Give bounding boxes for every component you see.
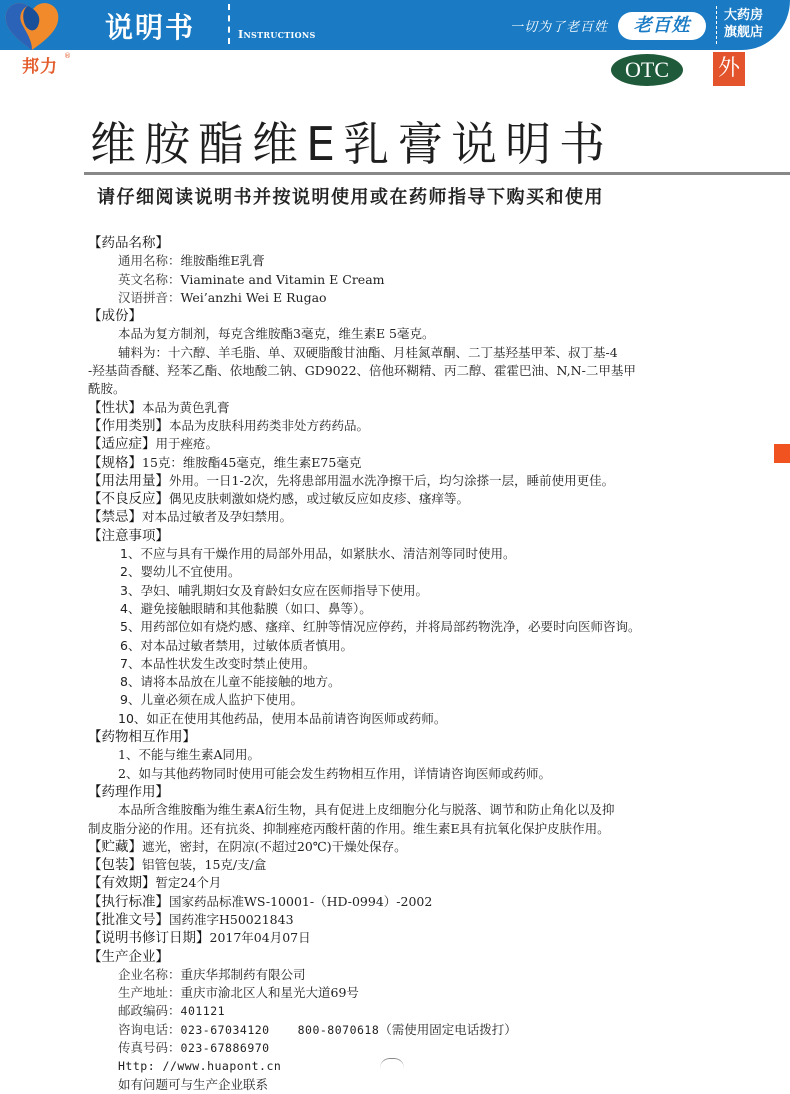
document-subtitle: 请仔细阅读说明书并按说明使用或在药师指导下购买和使用 (97, 187, 604, 208)
store-slogan: 一切为了老百姓 (510, 20, 609, 35)
precaution-item: 3、孕妇、哺乳期妇女及育龄妇女应在医师指导下使用。 (120, 582, 428, 598)
edge-marker (774, 444, 790, 463)
indication-value: 用于痤疮。 (155, 436, 219, 452)
generic-name-value: 维胺酯维E乳膏 (180, 253, 265, 269)
website-link[interactable]: Http: //www.huapont.cn (118, 1059, 282, 1074)
leaflet-content (88, 234, 768, 1094)
store-label (724, 7, 772, 41)
phone-value: 023-67034120 (180, 1022, 270, 1037)
store-label-line1: 大药房 (724, 8, 764, 23)
fax-row (88, 1039, 768, 1057)
contraindication-value: 对本品过敏者及孕妇禁用。 (142, 509, 293, 525)
approval-row (88, 911, 768, 929)
precaution-item: 1、不应与具有干燥作用的局部外用品，如紧肤水、清洁剂等同时使用。 (120, 546, 516, 562)
postcode-value: 401121 (180, 1004, 226, 1019)
banner-subtitle: Instructions (238, 28, 316, 41)
fax-label: 传真号码： (118, 1040, 181, 1056)
composition-line-3: -羟基茴香醚、羟苯乙酯、依地酸二钠、GD9022、倍他环糊精、丙二醇、霍霍巴油、N,N-二甲基甲 (88, 363, 636, 379)
store-brand-logo: 老百姓 (618, 12, 706, 40)
section-heading-character: 【性状】 (88, 399, 142, 416)
manufacturer-name-label: 企业名称： (118, 966, 181, 982)
precaution-item: 2、婴幼儿不宜使用。 (120, 564, 241, 580)
brand-logo (2, 0, 71, 77)
section-heading-specification: 【规格】 (88, 454, 142, 471)
pinyin-label: 汉语拼音： (118, 289, 181, 305)
phone-row (88, 1021, 768, 1039)
section-heading-indication: 【适应症】 (88, 436, 156, 453)
document-title: 维胺酯维E乳膏说明书 (90, 117, 614, 171)
pinyin-row (88, 289, 768, 307)
hotline-note: （需使用固定电话拨打） (379, 1021, 517, 1037)
pinyin-value: Wei’anzhi Wei E Rugao (180, 289, 327, 305)
manufacturer-name-value: 重庆华邦制药有限公司 (180, 966, 306, 982)
banner-divider-2 (716, 6, 717, 44)
revision-row (88, 929, 768, 947)
section-heading-dosage: 【用法用量】 (88, 472, 169, 489)
phone-label: 咨询电话： (118, 1021, 181, 1037)
manufacturer-name-row (88, 966, 768, 984)
standard-row (88, 893, 768, 911)
category-value: 本品为皮肤科用药类非处方药药品。 (169, 417, 370, 433)
fax-value: 023-67886970 (180, 1041, 270, 1056)
revision-value: 2017年04月07日 (209, 930, 311, 946)
approval-value: 国药准字H50021843 (169, 911, 294, 927)
dosage-value: 外用。一日1-2次，先将患部用温水洗净擦干后，均匀涂搽一层，睡前使用更佳。 (169, 472, 615, 488)
contraindication-row (88, 508, 768, 526)
brand-logo-text: 邦力 (22, 57, 58, 77)
precaution-item: 7、本品性状发生改变时禁止使用。 (120, 655, 316, 671)
section-heading-drug-name: 【药品名称】 (88, 235, 169, 251)
postcode-row (88, 1002, 768, 1020)
indication-row (88, 435, 768, 453)
external-use-badge: 外 (713, 52, 745, 86)
precaution-item: 8、请将本品放在儿童不能接触的地方。 (120, 674, 341, 690)
adverse-row (88, 490, 768, 508)
category-row (88, 417, 768, 435)
pharmacology-line-1: 本品所含维胺酯为维生素A衍生物，具有促进上皮细胞分化与脱落、调节和防止角化以及抑 (118, 802, 615, 818)
bottom-decoration (380, 1058, 404, 1068)
english-name-label: 英文名称： (118, 271, 181, 287)
section-heading-manufacturer: 【生产企业】 (88, 948, 169, 965)
manufacturer-address-label: 生产地址： (118, 985, 181, 1001)
composition-line-1: 本品为复方制剂，每克含维胺酯3毫克，维生素E 5毫克。 (118, 326, 435, 342)
heart-logo-icon (2, 0, 62, 52)
section-heading-approval: 【批准文号】 (88, 911, 169, 928)
precaution-item: 6、对本品过敏者禁用，过敏体质者慎用。 (120, 637, 353, 653)
adverse-value: 偶见皮肤刺激如烧灼感，或过敏反应如皮疹、瘙痒等。 (169, 491, 470, 507)
english-name-row (88, 271, 768, 289)
section-heading-composition: 【成份】 (88, 308, 142, 325)
hotline-value: 800-8070618 (297, 1022, 380, 1037)
section-heading-standard: 【执行标准】 (88, 893, 169, 910)
section-heading-validity: 【有效期】 (88, 875, 156, 892)
section-heading-package: 【包装】 (88, 857, 142, 874)
storage-value: 遮光，密封，在阴凉(不超过20℃)干燥处保存。 (142, 838, 407, 854)
validity-row (88, 874, 768, 892)
banner-divider (228, 4, 230, 44)
precaution-item: 5、用药部位如有烧灼感、瘙痒、红肿等情况应停药，并将局部药物洗净，必要时向医师咨询。 (120, 619, 641, 635)
section-heading-revision: 【说明书修订日期】 (88, 930, 210, 947)
interaction-item: 1、不能与维生素A同用。 (118, 747, 260, 763)
banner-title: 说明书 (105, 11, 196, 44)
character-row (88, 399, 768, 417)
specification-value: 15克：维胺酯45毫克，维生素E75毫克 (142, 454, 362, 470)
section-heading-interactions: 【药物相互作用】 (88, 729, 196, 746)
validity-value: 暂定24个月 (155, 875, 222, 891)
otc-badge: OTC (611, 54, 683, 86)
registered-mark: ® (64, 52, 71, 60)
section-heading-adverse: 【不良反应】 (88, 491, 169, 508)
dosage-row (88, 472, 768, 490)
package-row (88, 856, 768, 874)
section-heading-pharmacology: 【药理作用】 (88, 783, 169, 800)
generic-name-row (88, 252, 768, 270)
store-label-line2: 旗舰店 (724, 25, 764, 40)
section-heading-contraindication: 【禁忌】 (88, 509, 142, 526)
storage-row (88, 838, 768, 856)
character-value: 本品为黄色乳膏 (142, 399, 230, 415)
precaution-item: 10、如正在使用其他药品，使用本品前请咨询医师或药师。 (118, 710, 447, 726)
precaution-item: 4、避免接触眼睛和其他黏膜（如口、鼻等）。 (120, 600, 372, 616)
precaution-item: 9、儿童必须在成人监护下使用。 (120, 692, 303, 708)
postcode-label: 邮政编码： (118, 1003, 181, 1019)
contact-note: 如有问题可与生产企业联系 (118, 1076, 269, 1092)
specification-row (88, 454, 768, 472)
pharmacology-line-2: 制皮脂分泌的作用。还有抗炎、抑制痤疮丙酸杆菌的作用。维生素E具有抗氧化保护皮肤作用。 (88, 820, 610, 836)
composition-line-2: 辅料为：十六醇、羊毛脂、单、双硬脂酸甘油酯、月桂氮䓬酮、二丁基羟基甲苯、叔丁基-4 (118, 344, 618, 360)
composition-line-4: 酰胺。 (88, 381, 126, 397)
interaction-item: 2、如与其他药物同时使用可能会发生药物相互作用，详情请咨询医师或药师。 (118, 765, 551, 781)
standard-value: 国家药品标准WS-10001-（HD-0994）-2002 (169, 893, 433, 909)
section-heading-precautions: 【注意事项】 (88, 527, 169, 544)
english-name-value: Viaminate and Vitamin E Cream (180, 271, 385, 287)
generic-name-label: 通用名称： (118, 253, 181, 269)
manufacturer-address-value: 重庆市渝北区人和星光大道69号 (180, 985, 359, 1001)
manufacturer-address-row (88, 984, 768, 1002)
title-divider (84, 172, 790, 175)
package-value: 铝管包装，15克/支/盒 (142, 857, 267, 873)
section-heading-storage: 【贮藏】 (88, 838, 142, 855)
section-heading-category: 【作用类别】 (88, 417, 169, 434)
